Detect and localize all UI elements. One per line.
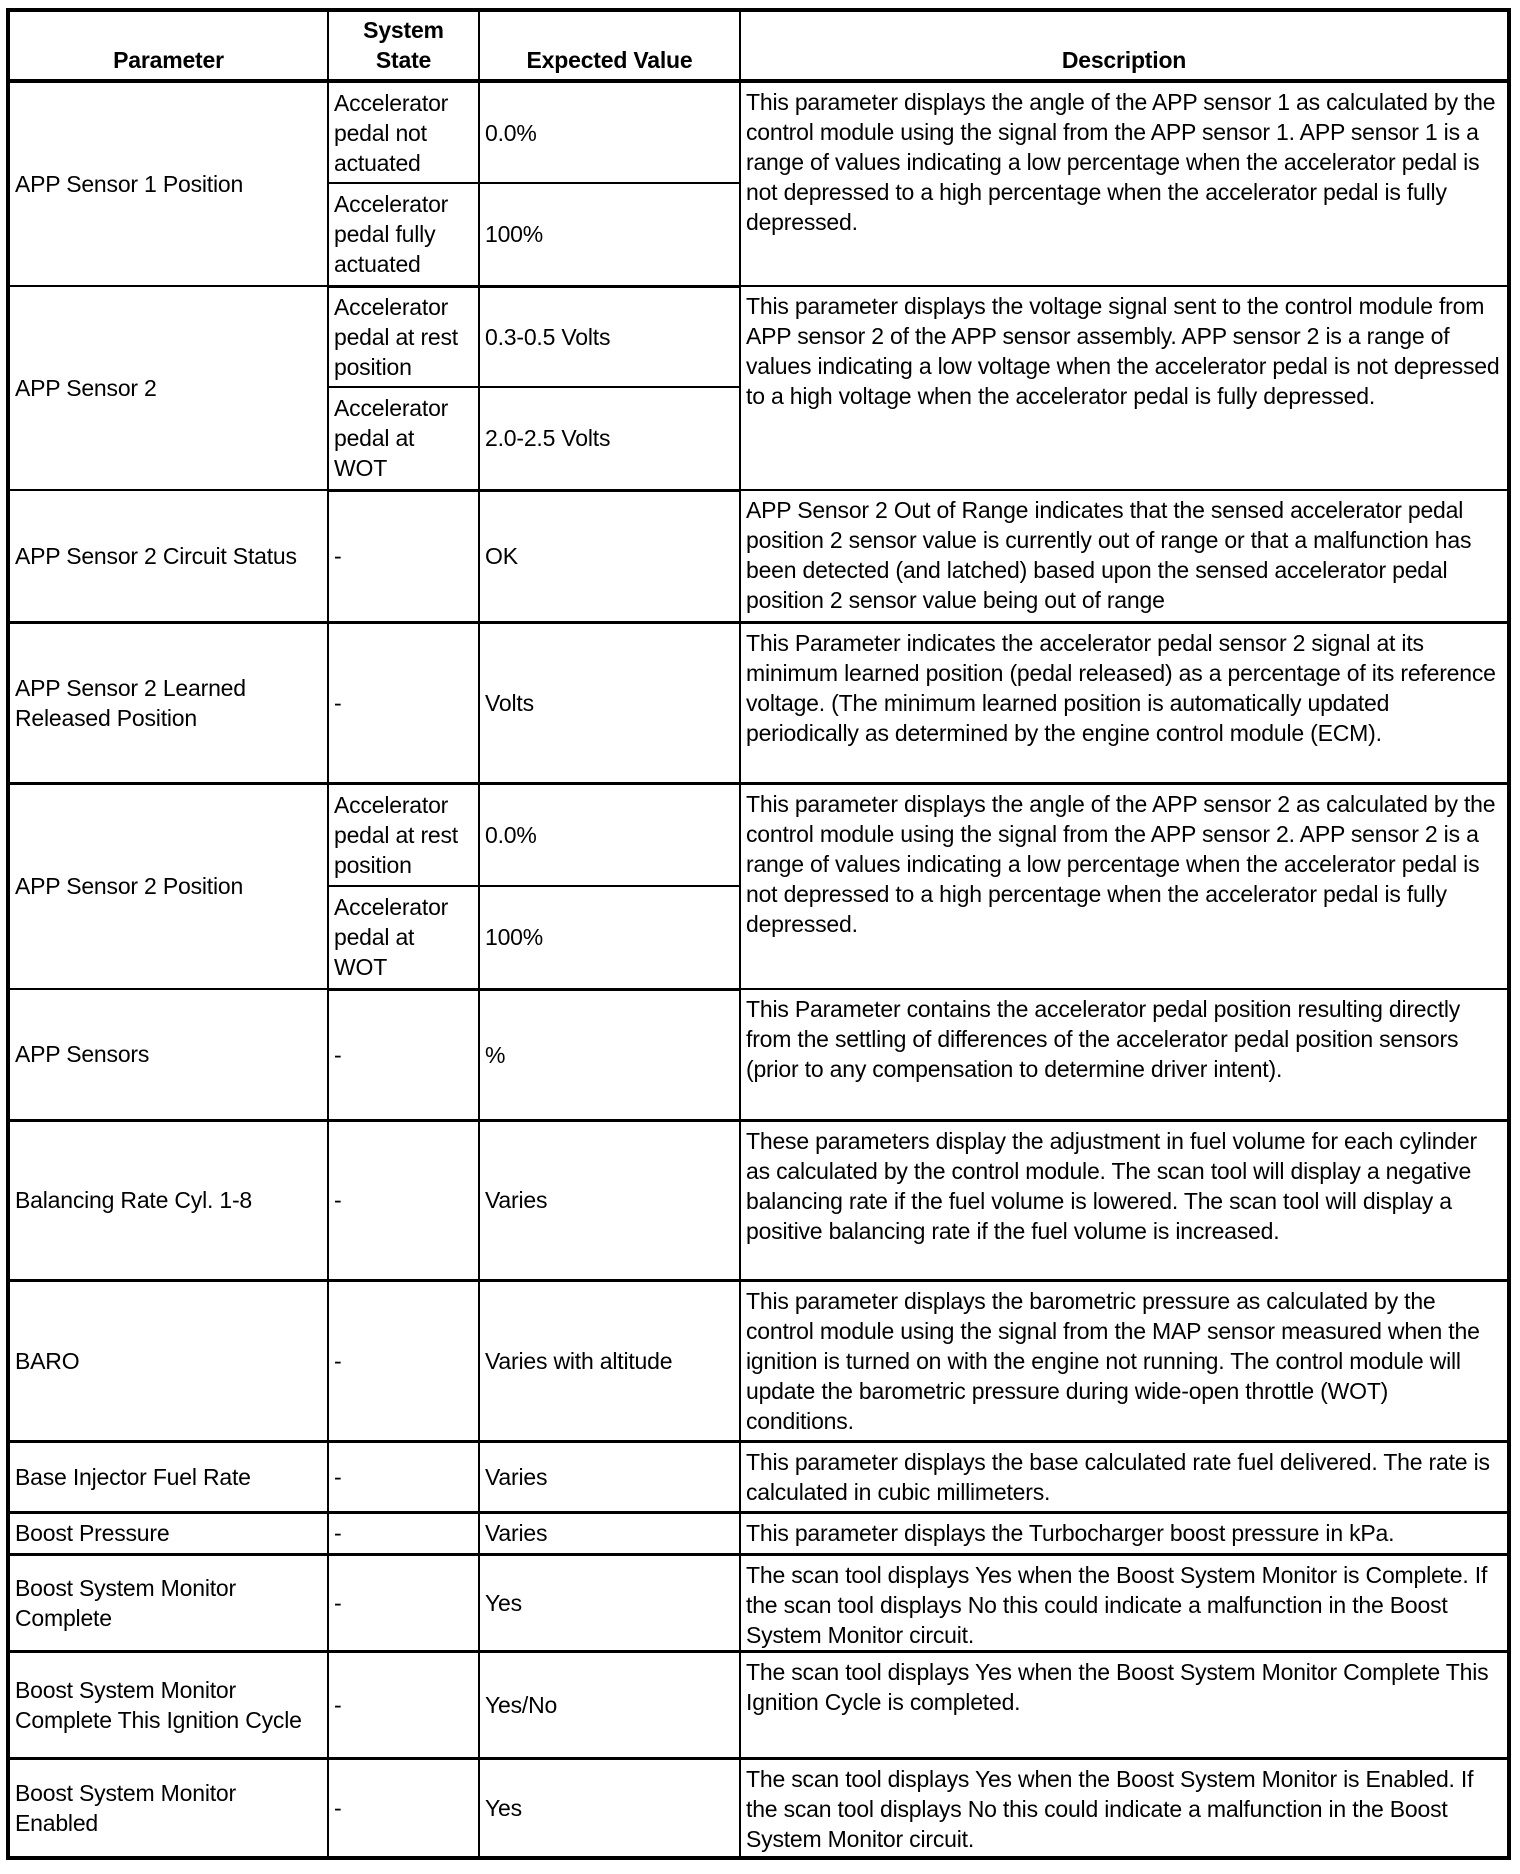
table-row: [8, 81, 1509, 183]
table-row: [8, 286, 1509, 387]
expected-value-cell: 0.3-0.5 Volts: [479, 286, 740, 387]
description-cell: The scan tool displays Yes when the Boost System Monitor is Complete. If the scan tool displays No this could indicate a malfunction in the Boost System Monitor circuit.: [740, 1554, 1509, 1651]
system-state-cell: -: [328, 1441, 479, 1512]
table-row: [8, 1554, 1509, 1651]
system-state-cell: -: [328, 1512, 479, 1554]
expected-value-cell: 2.0-2.5 Volts: [479, 387, 740, 490]
header-system-state: [328, 10, 479, 81]
parameter-cell: APP Sensor 2 Position: [8, 783, 328, 989]
header-system-state-line2: State: [375, 47, 432, 73]
system-state-cell: -: [328, 1120, 479, 1280]
system-state-cell: Accelerator pedal at rest position: [328, 783, 479, 886]
system-state-cell: -: [328, 1651, 479, 1758]
system-state-cell: -: [328, 490, 479, 622]
header-row: [8, 10, 1509, 81]
description-cell: This parameter displays the angle of the APP sensor 2 as calculated by the control module using the signal from the APP sensor 2. APP sensor 2 is a range of values indicating a low percentage when the accelerator pedal is not depressed to a high percentage when the accelerator pedal is fully depressed.: [740, 783, 1509, 989]
expected-value-cell: %: [479, 989, 740, 1120]
parameter-cell: Base Injector Fuel Rate: [8, 1441, 328, 1512]
table-row: [8, 1120, 1509, 1280]
description-cell: This parameter displays the voltage signal sent to the control module from APP sensor 2 of the APP sensor assembly. APP sensor 2 is a range of values indicating a low voltage when the accelerator pedal is not depressed to a high voltage when the accelerator pedal is fully depressed.: [740, 286, 1509, 490]
header-system-state-line1: System: [363, 17, 444, 43]
parameter-cell: APP Sensor 2 Learned Released Position: [8, 622, 328, 783]
expected-value-cell: 100%: [479, 183, 740, 286]
parameter-table: [6, 8, 1511, 1860]
system-state-cell: Accelerator pedal not actuated: [328, 81, 479, 183]
system-state-cell: -: [328, 989, 479, 1120]
table-row: [8, 1280, 1509, 1441]
parameter-cell: Balancing Rate Cyl. 1-8: [8, 1120, 328, 1280]
expected-value-cell: Yes: [479, 1554, 740, 1651]
parameter-cell: APP Sensors: [8, 989, 328, 1120]
system-state-cell: Accelerator pedal at rest position: [328, 286, 479, 387]
expected-value-cell: 0.0%: [479, 783, 740, 886]
expected-value-cell: Varies: [479, 1512, 740, 1554]
table-row: [8, 1758, 1509, 1858]
system-state-cell: -: [328, 622, 479, 783]
expected-value-cell: Varies: [479, 1120, 740, 1280]
system-state-cell: -: [328, 1554, 479, 1651]
description-cell: APP Sensor 2 Out of Range indicates that the sensed accelerator pedal position 2 sensor value is currently out of range or that a malfunction has been detected (and latched) based upon the sensed accelerator pedal position 2 sensor value being out of range: [740, 490, 1509, 622]
description-cell: These parameters display the adjustment in fuel volume for each cylinder as calculated by the control module. The scan tool will display a negative balancing rate if the fuel volume is lowered. The scan tool will display a positive balancing rate if the fuel volume is increased.: [740, 1120, 1509, 1280]
description-cell: This parameter displays the barometric pressure as calculated by the control module using the signal from the MAP sensor measured when the ignition is turned on with the engine not running. The control module will update the barometric pressure during wide-open throttle (WOT) conditions.: [740, 1280, 1509, 1441]
table-row: [8, 1651, 1509, 1758]
table-row: [8, 622, 1509, 783]
description-cell: This parameter displays the angle of the APP sensor 1 as calculated by the control module using the signal from the APP sensor 1. APP sensor 1 is a range of values indicating a low percentage when the accelerator pedal is not depressed to a high percentage when the accelerator pedal is fully depressed.: [740, 81, 1509, 286]
table-row: [8, 989, 1509, 1120]
header-expected-value: Expected Value: [479, 10, 740, 81]
parameter-cell: APP Sensor 2 Circuit Status: [8, 490, 328, 622]
expected-value-cell: Varies with altitude: [479, 1280, 740, 1441]
parameter-cell: APP Sensor 1 Position: [8, 81, 328, 286]
header-description: Description: [740, 10, 1509, 81]
system-state-cell: Accelerator pedal at WOT: [328, 387, 479, 490]
expected-value-cell: Yes/No: [479, 1651, 740, 1758]
description-cell: This parameter displays the Turbocharger boost pressure in kPa.: [740, 1512, 1509, 1554]
expected-value-cell: 100%: [479, 886, 740, 989]
description-cell: This parameter displays the base calculated rate fuel delivered. The rate is calculated in cubic millimeters.: [740, 1441, 1509, 1512]
parameter-cell: BARO: [8, 1280, 328, 1441]
description-cell: This Parameter indicates the accelerator pedal sensor 2 signal at its minimum learned position (pedal released) as a percentage of its reference voltage. (The minimum learned position is automatically updated periodically as determined by the engine control module (ECM).: [740, 622, 1509, 783]
parameter-cell: Boost Pressure: [8, 1512, 328, 1554]
table-row: [8, 1441, 1509, 1512]
table-row: [8, 783, 1509, 886]
expected-value-cell: Volts: [479, 622, 740, 783]
header-parameter: Parameter: [8, 10, 328, 81]
parameter-cell: Boost System Monitor Complete: [8, 1554, 328, 1651]
parameter-cell: Boost System Monitor Complete This Ignition Cycle: [8, 1651, 328, 1758]
system-state-cell: Accelerator pedal fully actuated: [328, 183, 479, 286]
table-row: [8, 490, 1509, 622]
system-state-cell: -: [328, 1758, 479, 1858]
table-row: [8, 1512, 1509, 1554]
expected-value-cell: OK: [479, 490, 740, 622]
expected-value-cell: Varies: [479, 1441, 740, 1512]
system-state-cell: Accelerator pedal at WOT: [328, 886, 479, 989]
description-cell: The scan tool displays Yes when the Boost System Monitor is Enabled. If the scan tool displays No this could indicate a malfunction in the Boost System Monitor circuit.: [740, 1758, 1509, 1858]
parameter-cell: Boost System Monitor Enabled: [8, 1758, 328, 1858]
parameter-cell: APP Sensor 2: [8, 286, 328, 490]
expected-value-cell: Yes: [479, 1758, 740, 1858]
description-cell: The scan tool displays Yes when the Boost System Monitor Complete This Ignition Cycle is completed.: [740, 1651, 1509, 1758]
expected-value-cell: 0.0%: [479, 81, 740, 183]
system-state-cell: -: [328, 1280, 479, 1441]
description-cell: This Parameter contains the accelerator pedal position resulting directly from the settling of differences of the accelerator pedal position sensors (prior to any compensation to determine driver intent).: [740, 989, 1509, 1120]
